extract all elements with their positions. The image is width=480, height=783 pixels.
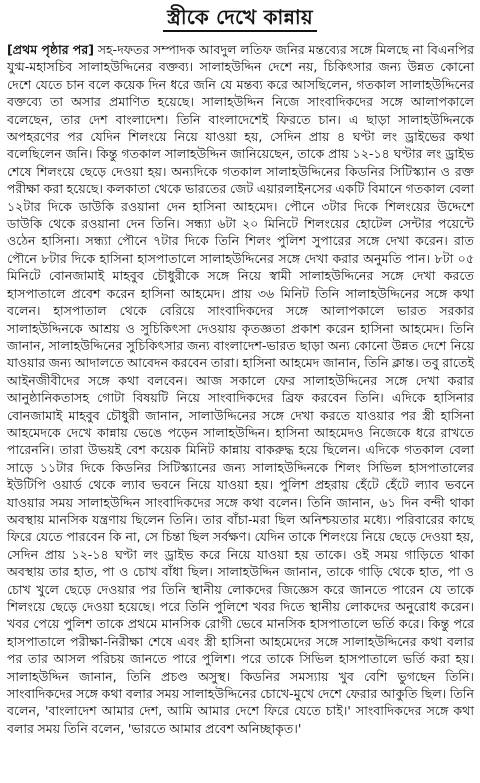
article-text: সহ-দফতর সম্পাদক আবদুল লতিফ জনির মন্তব্যের সঙ্গে মিলছে না বিএনপির যুগ্ম-মহাসচিব সালাহউদ্দিনের বক্তব্য। সালাহউদ্দিন দেশে নয়, চিকিৎসার জন্য উন্নত কোনো দেশে যেতে চান বলে কয়েক দিন ধরে জনি যে মন্তব্য করে আসছিলেন, গতকাল সালাহউদ্দিনের বক্তব্যে তা অসার প্রমাণিত হয়েছে। সালাহউদ্দিন নিজে সাংবাদিকদের সঙ্গে আলাপকালে বলেছেন, তার দেশ বাংলাদেশ। তিনি বাংলাদেশেই ফিরতে চান। এ ছাড়া সালাহউদ্দিনকে অপহরণের পর যেদিন শিলংয়ে নিয়ে যাওয়া হয়, সেদিন প্রায় ৪ ঘণ্টা লং ড্রাইভের কথা বলেছিলেন জনি। কিন্তু গতকাল সালাহউদ্দিন জানিয়েছেন, তাকে প্রায় ১২-১৪ ঘণ্টার লং ড্রাইভ শেষে শিলংয়ে ছেড়ে দেওয়া হয়। অন্যদিকে গতকাল সালাহউদ্দিনের কিডনির সিটিস্ক্যান ও রক্ত পরীক্ষা করা হয়েছে। কলকাতা থেকে ভারতের জেট এয়ারলাইনসের একটি বিমানে গতকাল বেলা ১২টার দিকে ডাউকি রওয়ানা দেন হাসিনা আহমেদ। পৌনে ৩টার দিকে শিলংয়ের উদ্দেশে ডাউকি থেকে রওয়ানা দেন তিনি। সন্ধ্যা ৬টা ২০ মিনিটে শিলংয়ের হোটেল সেন্টার পয়েন্টে ওঠেন হাসিনা। সন্ধ্যা পৌনে ৭টার দিকে তিনি শিলং পুলিশ সুপারের সঙ্গে দেখা করেন। রাত পৌনে ৮টার দিকে হাসিনা হাসপাতালে সালাহউদ্দিনের সঙ্গে দেখা করার অনুমতি পান। ৮টা ০৫ মিনিটে বোনজামাই মাহবুব চৌধুরীকে সঙ্গে নিয়ে স্বামী সালাহউদ্দিনের সঙ্গে দেখা করতে হাসপাতালে প্রবেশ করেন হাসিনা আহমেদ। প্রায় ৩৬ মিনিট তিনি সালাহউদ্দিনের সঙ্গে কথা বলেন। হাসপাতাল থেকে বেরিয়ে সাংবাদিকদের সঙ্গে আলাপকালে ভারত সরকার সালাহউদ্দিনকে আশ্রয় ও সুচিকিৎসা দেওয়ায় কৃতজ্ঞতা প্রকাশ করেন হাসিনা আহমেদ। তিনি জানান, সালাহউদ্দিনের সুচিকিৎসার জন্য বাংলাদেশ-ভারত ছাড়া অন্য কোনো উন্নত দেশে নিয়ে যাওয়ার জন্য আদালতে আবেদন করবেন তারা। হাসিনা আহমেদ জানান, তিনি ক্লান্ত। তবু রাতেই আইনজীবীদের সঙ্গে কথা বলবেন। আজ সকালে ফের সালাহউদ্দিনের সঙ্গে দেখা করার আনুষ্ঠানিকতাসহ গোটা বিষয়টি নিয়ে সাংবাদিকদের ব্রিফ করবেন তিনি। এদিকে হাসিনার বোনজামাই মাহবুব চৌধুরী জানান, সালাউদ্দিনের সঙ্গে দেখা করতে যাওয়ার পর স্ত্রী হাসিনা আহমেদকে দেখে কান্নায় ভেঙে পড়েন সালাহউদ্দিন। হাসিনা আহমেদও নিজেকে ধরে রাখতে পারেননি। তারা উভয়ই বেশ কয়েক মিনিট কান্নায় বাকরুদ্ধ হয়ে ছিলেন। এদিকে গতকাল বেলা সাড়ে ১১টার দিকে কিডনির সিটিস্ক্যানের জন্য সালাহউদ্দিনকে শিলং সিভিল হাসপাতালের ইউটিপি ওয়ার্ড থেকে ল্যাব ভবনে নিয়ে যাওয়া হয়। পুলিশ প্রহরায় হেঁটে হেঁটে ল্যাব ভবনে যাওয়ার সময় সালাহউদ্দিন সাংবাদিকদের সঙ্গে কথা বলেন। তিনি জানান, ৬১ দিন বন্দী থাকা অবস্থায় মানসিক যন্ত্রণায় ছিলেন তিনি। তার বাঁচা-মরা ছিল অনিশ্চয়তার মধ্যে। পরিবারের কাছে ফিরে যেতে পারবেন কি না, সে চিন্তা ছিল সর্বক্ষণ। যেদিন তাকে শিলংয়ে নিয়ে ছেড়ে দেওয়া হয়, সেদিন প্রায় ১২-১৪ ঘণ্টা লং ড্রাইভ করে নিয়ে যাওয়া হয় তাকে। ওই সময় গাড়িতে থাকা অবস্থায় তার হাত, পা ও চোখ বাঁধা ছিল। সালাহউদ্দিন জানান, তাকে গাড়ি থেকে হাত, পা ও চোখ খুলে ছেড়ে দেওয়ার পর তিনি স্থানীয় লোকদের জিজ্ঞেস করে জানতে পারেন যে তাকে শিলংয়ে ছেড়ে দেওয়া হয়েছে। পরে তিনি পুলিশে খবর দিতে স্থানীয় লোকদের অনুরোধ করেন। খবর পেয়ে পুলিশ তাকে প্রথমে মানসিক রোগী ভেবে মানসিক হাসপাতালে ভর্তি করে। কিন্তু পরে হাসপাতালে পরীক্ষা-নিরীক্ষা শেষে এবং স্ত্রী হাসিনা আহমেদের সঙ্গে সালাহউদ্দিনের কথা বলার পর তার আসল পরিচয় জানতে পারে পুলিশ। পরে তাকে সিভিল হাসপাতালে ভর্তি করা হয়। সালাহউদ্দিন জানান, তিনি প্রচণ্ড অসুস্থ। কিডনির সমস্যায় খুব বেশি ভুগছেন তিনি। সাংবাদিকদের সঙ্গে কথা বলার সময় সালাহউদ্দিনের চোখে-মুখে দেশে ফেরার আকুতি ছিল। তিনি বলেন, 'বাংলাদেশ আমার দেশ, আমি আমার দেশে ফিরে যেতে চাই।' সাংবাদিকদের সঙ্গে কথা বলার সময় তিনি বলেন, 'ভারতে আমার প্রবেশ অনিচ্ছাকৃত।' (7, 42, 474, 736)
article-body (7, 41, 474, 737)
headline: স্ত্রীকে দেখে কান্নায় (163, 4, 317, 32)
headline-area (0, 0, 480, 36)
continuation-kicker: [প্রথম পৃষ্ঠার পর] (7, 42, 95, 57)
